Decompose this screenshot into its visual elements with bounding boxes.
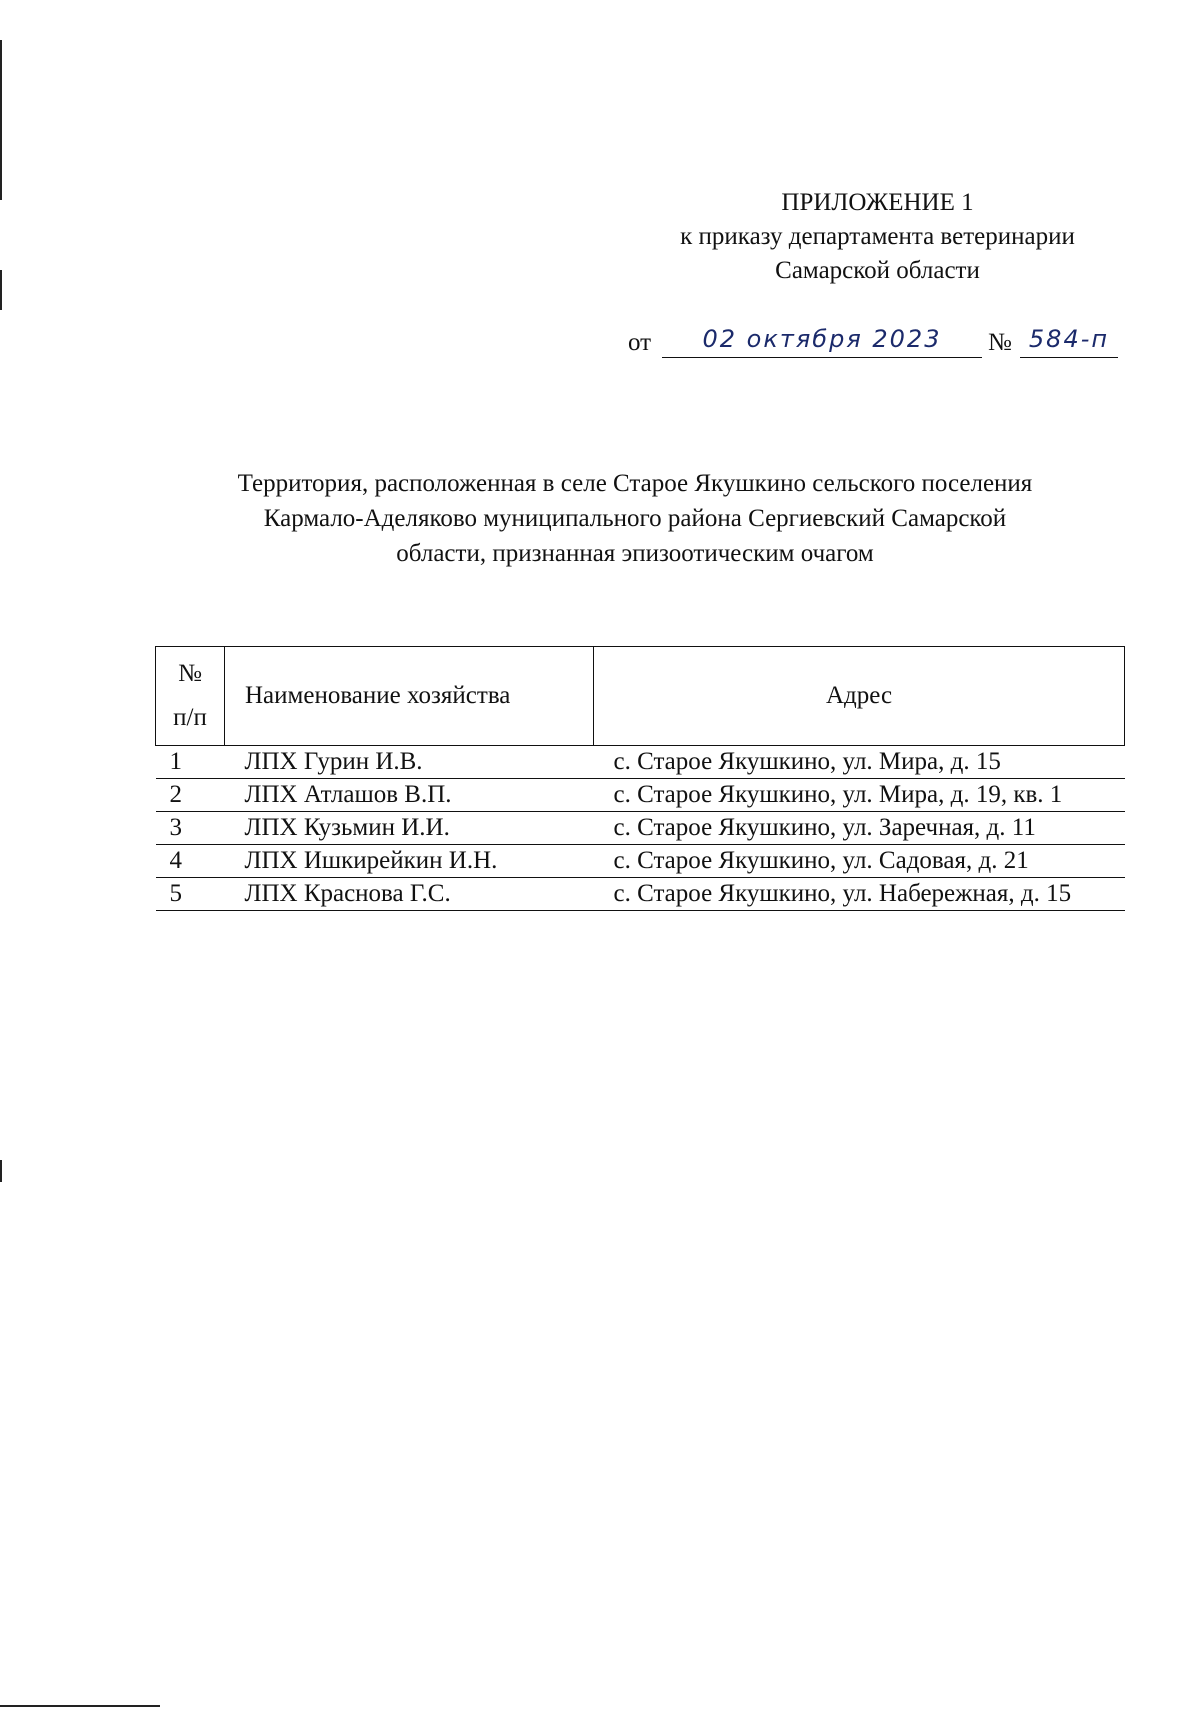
header-number-pp: п/п — [173, 704, 207, 731]
farms-table — [155, 646, 1125, 911]
appendix-line-1: к приказу департамента ветеринарии — [680, 223, 1075, 250]
scan-edge-left-mid — [0, 270, 2, 310]
row-number: 3 — [156, 812, 225, 845]
appendix-title: ПРИЛОЖЕНИЕ 1 — [781, 189, 974, 216]
table-row — [156, 878, 1125, 911]
row-number: 2 — [156, 779, 225, 812]
row-address: с. Старое Якушкино, ул. Набережная, д. 15 — [594, 878, 1125, 911]
order-number-prefix: № — [988, 329, 1012, 356]
row-farm-name: ЛПХ Кузьмин И.И. — [225, 812, 594, 845]
scan-edge-bottom — [0, 1705, 160, 1707]
table-row — [156, 812, 1125, 845]
document-title-line-1: Территория, расположенная в селе Старое Якушкино сельского поселения — [237, 470, 1033, 497]
order-reference — [628, 323, 1118, 363]
row-number: 5 — [156, 878, 225, 911]
row-farm-name: ЛПХ Краснова Г.С. — [225, 878, 594, 911]
row-address: с. Старое Якушкино, ул. Мира, д. 19, кв. 1 — [594, 779, 1125, 812]
row-address: с. Старое Якушкино, ул. Мира, д. 15 — [594, 746, 1125, 779]
row-number: 4 — [156, 845, 225, 878]
scan-edge-left-low — [0, 1160, 2, 1182]
appendix-line-2: Самарской области — [775, 257, 980, 284]
row-address: с. Старое Якушкино, ул. Садовая, д. 21 — [594, 845, 1125, 878]
row-address: с. Старое Якушкино, ул. Заречная, д. 11 — [594, 812, 1125, 845]
order-date-prefix: от — [628, 329, 652, 356]
appendix-header — [640, 186, 1115, 288]
scan-edge-left-top — [0, 40, 2, 200]
row-number: 1 — [156, 746, 225, 779]
row-farm-name: ЛПХ Атлашов В.П. — [225, 779, 594, 812]
table-header-row — [156, 647, 1125, 746]
row-farm-name: ЛПХ Гурин И.В. — [225, 746, 594, 779]
document-title-line-3: области, признанная эпизоотическим очагом — [396, 540, 874, 567]
row-farm-name: ЛПХ Ишкирейкин И.Н. — [225, 845, 594, 878]
order-number-handwritten: 584-п — [1020, 323, 1118, 358]
table-row — [156, 746, 1125, 779]
header-number — [156, 647, 225, 746]
document-title — [140, 466, 1130, 571]
order-date-handwritten: 02 октября 2023 — [662, 323, 982, 358]
document-title-line-2: Кармало-Аделяково муниципального района Сергиевский Самарской — [263, 505, 1007, 532]
header-address: Адрес — [594, 647, 1125, 746]
header-number-sign: № — [178, 660, 202, 687]
table-row — [156, 845, 1125, 878]
header-farm-name: Наименование хозяйства — [225, 647, 594, 746]
table-row — [156, 779, 1125, 812]
